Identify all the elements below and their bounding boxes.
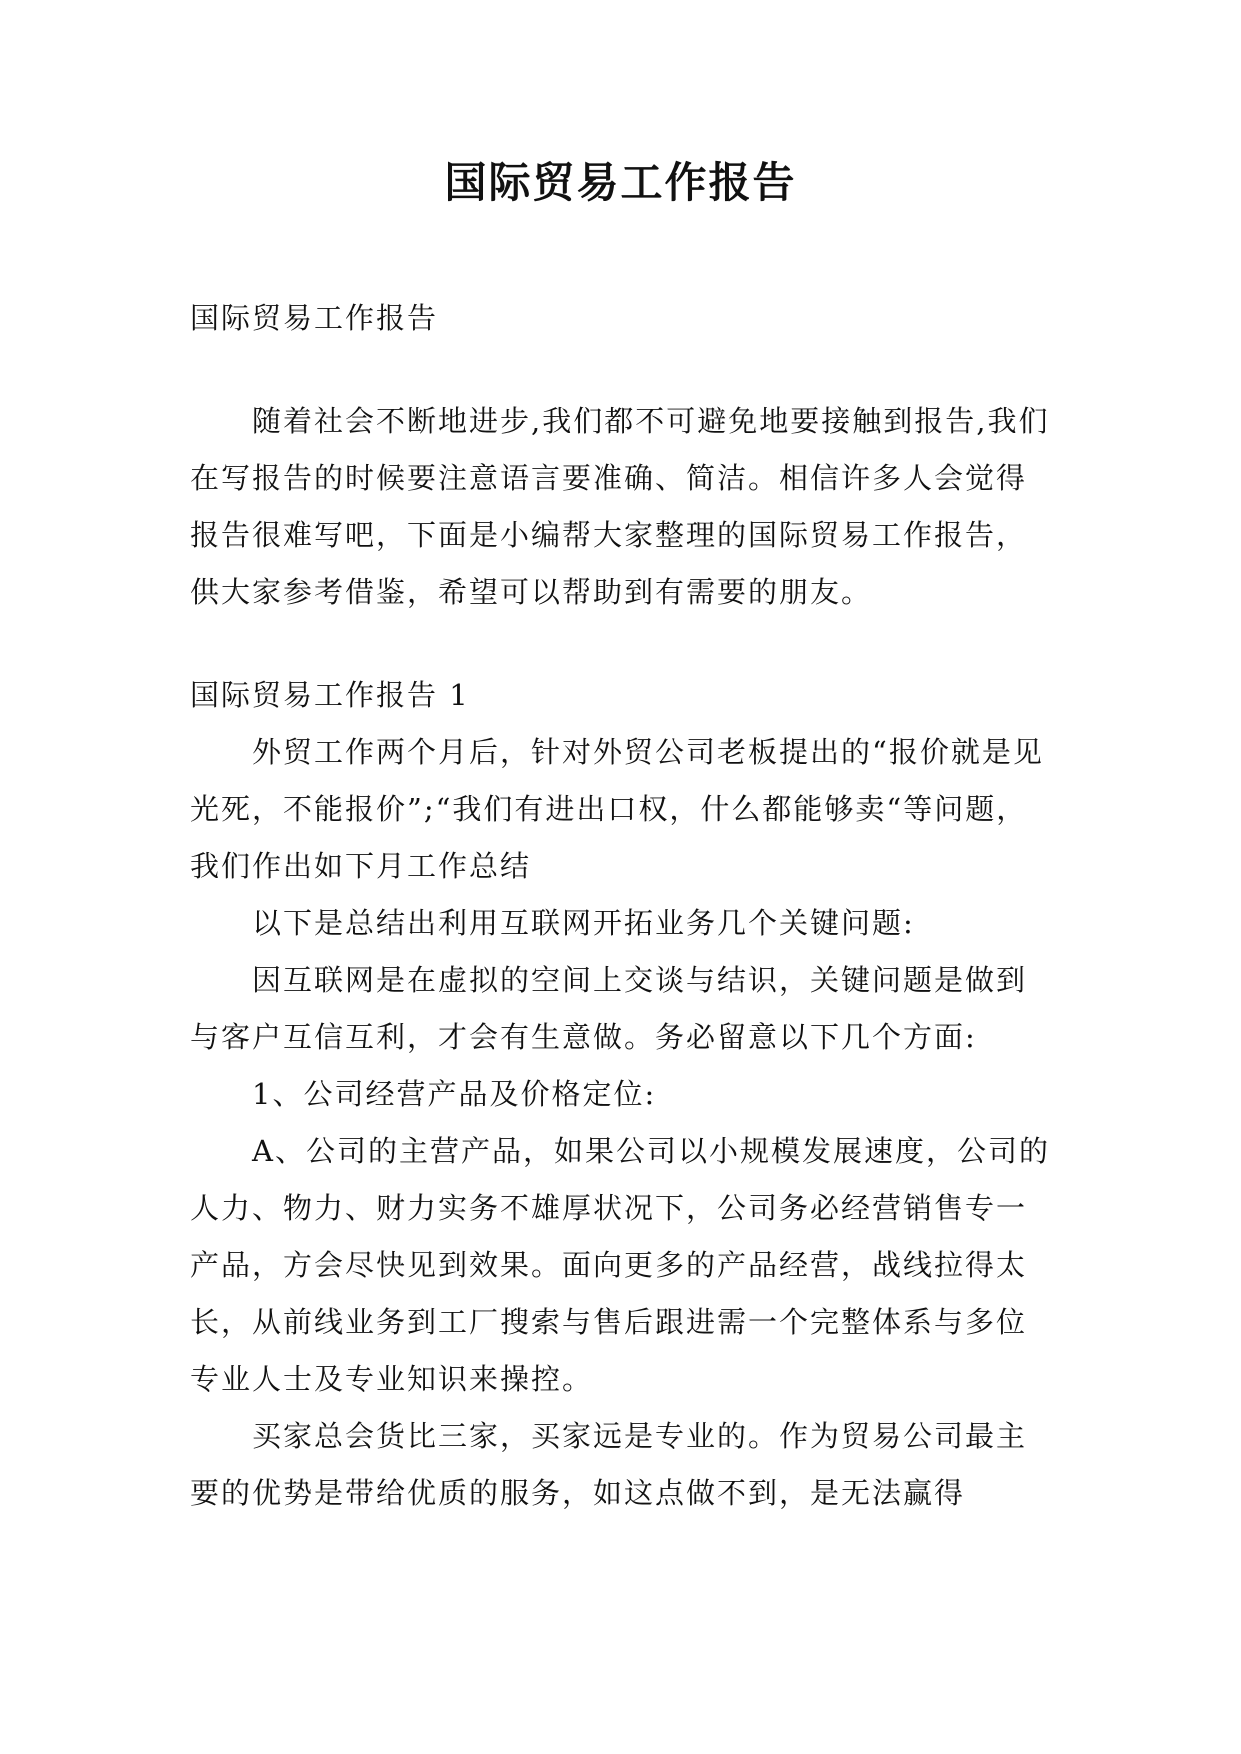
document-body bbox=[190, 290, 1050, 1522]
intro-paragraph: 随着社会不断地进步,我们都不可避免地要接触到报告,我们在写报告的时候要注意语言要准确、简洁。相信许多人会觉得报告很难写吧，下面是小编帮大家整理的国际贸易工作报告，供大家参考借鉴，希望可以帮助到有需要的朋友。 bbox=[190, 404, 1050, 609]
body-paragraph: 买家总会货比三家，买家远是专业的。作为贸易公司最主要的优势是带给优质的服务，如这点做不到，是无法赢得 bbox=[190, 1419, 1028, 1510]
body-paragraph: 以下是总结出利用互联网开拓业务几个关键问题: bbox=[252, 906, 915, 940]
body-paragraph: 1、公司经营产品及价格定位: bbox=[252, 1077, 657, 1111]
body-paragraph: 外贸工作两个月后，针对外贸公司老板提出的“报价就是见光死，不能报价”;“我们有进出口权，什么都能够卖“等问题，我们作出如下月工作总结 bbox=[190, 735, 1044, 883]
body-paragraph: A、公司的主营产品，如果公司以小规模发展速度，公司的人力、物力、财力实务不雄厚状况下，公司务必经营销售专一产品，方会尽快见到效果。面向更多的产品经营，战线拉得太长，从前线业务到工厂搜索与售后跟进需一个完整体系与多位专业人士及专业知识来操控。 bbox=[190, 1134, 1050, 1396]
document-title: 国际贸易工作报告 bbox=[444, 158, 797, 207]
body-paragraph: 因互联网是在虚拟的空间上交谈与结识，关键问题是做到与客户互信互利，才会有生意做。务必留意以下几个方面: bbox=[190, 963, 1028, 1054]
document-subtitle: 国际贸易工作报告 bbox=[190, 301, 439, 335]
section-heading: 国际贸易工作报告 1 bbox=[190, 678, 470, 712]
